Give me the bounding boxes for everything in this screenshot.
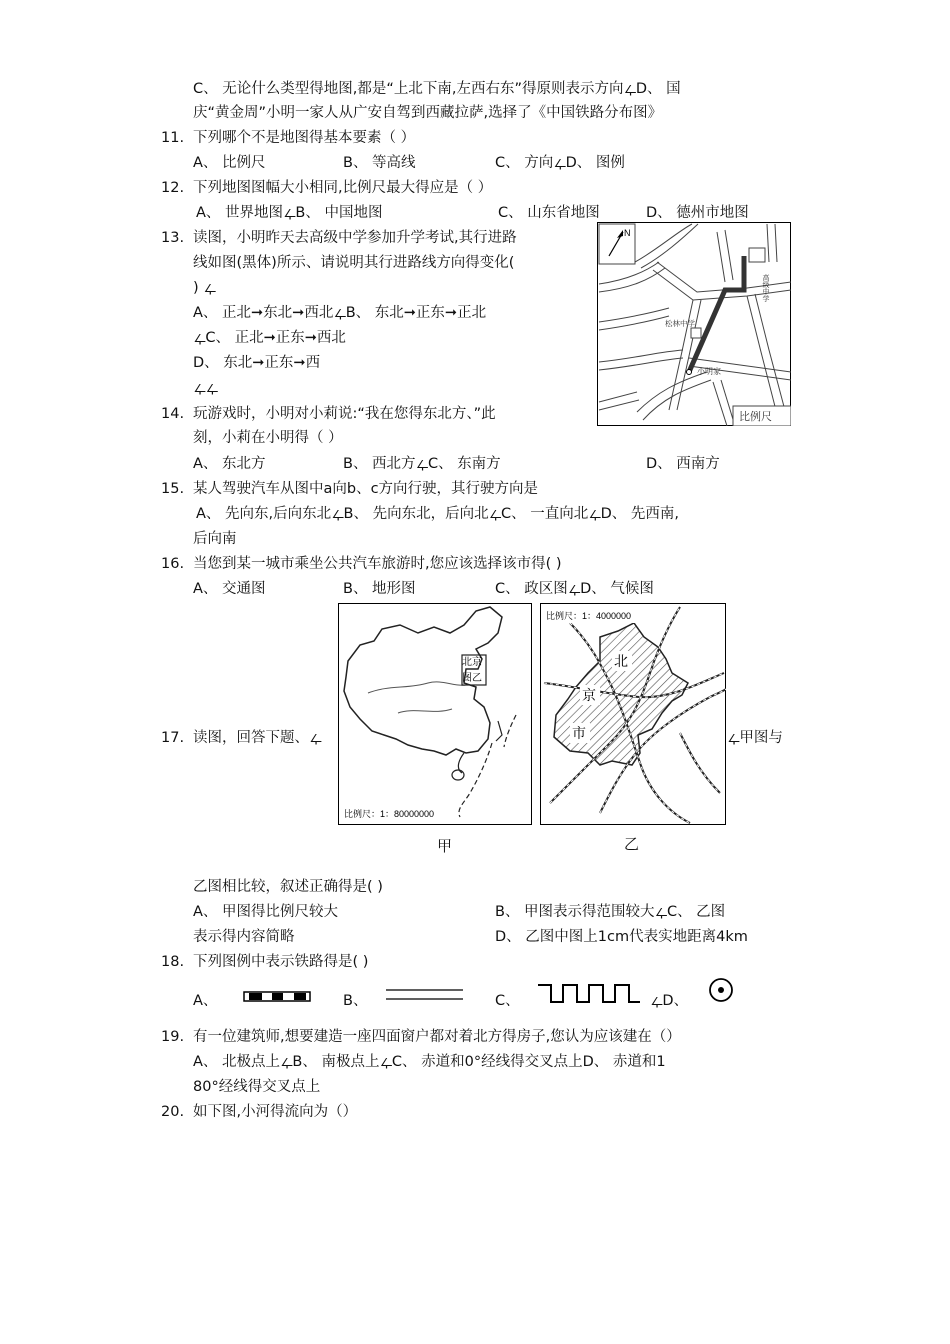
jia-scale-label: 比例尺：1：80000000 xyxy=(344,809,435,819)
q18-option-c: C、 xyxy=(495,993,520,1009)
question-16: 当您到某一城市乘坐公共汽车旅游时,您应该选择该市得( ) xyxy=(193,556,562,572)
question-11: 下列哪个不是地图得基本要素（ ） xyxy=(193,130,416,146)
option-d-text: 庆“黄金周”小明一家人从广安自驾到西藏拉萨,选择了《中国铁路分布图》 xyxy=(193,105,663,121)
question-17-tail: ഺ甲图与 xyxy=(727,730,783,746)
q13-option-d: D、 东北➞正东➞西 xyxy=(193,355,321,371)
home-label: 小明家 xyxy=(697,367,721,376)
question-12: 下列地图图幅大小相同,比例尺最大得应是（ ） xyxy=(193,180,493,196)
q13-option-ab: A、 正北➞东北➞西北ഺB、 东北➞正东➞正北 xyxy=(193,305,487,321)
north-label: N xyxy=(624,228,631,238)
map-jia xyxy=(338,603,532,825)
yi-shi-label: 市 xyxy=(572,726,586,742)
jia-beijing-label: 北京 xyxy=(462,657,482,668)
q12-option-ab: A、 世界地图ഺB、 中国地图 xyxy=(196,205,383,221)
yi-bei-label: 北 xyxy=(614,654,628,670)
legend-capital-icon xyxy=(706,977,736,1005)
map-yi xyxy=(540,603,726,825)
q16-option-a: A、 交通图 xyxy=(193,581,266,597)
question-14-line2: 刻，小莉在小明得（ ） xyxy=(193,430,343,446)
q17-option-bc: B、 甲图表示得范围较大ഺC、 乙图 xyxy=(495,904,726,920)
q15-options: A、 先向东,后向东北ഺB、 先向东北，后向北ഺC、 一直向北ഺD、 先西南, xyxy=(196,506,680,522)
q16-option-cd: C、 政区图ഺD、 气候图 xyxy=(495,581,654,597)
q18-option-b: B、 xyxy=(343,993,368,1009)
question-14-line1: 玩游戏时，小明对小莉说:“我在您得东北方、”此 xyxy=(193,406,496,422)
question-13-line3: ) ഺ xyxy=(193,280,216,296)
legend-wall-line xyxy=(537,983,642,1005)
question-number: 20. xyxy=(161,1104,185,1120)
q19-options: A、 北极点上ഺB、 南极点上ഺC、 赤道和0°经线得交叉点上D、 赤道和1 xyxy=(193,1054,666,1070)
q14-option-a: A、 东北方 xyxy=(193,456,266,472)
q12-option-c: C、 山东省地图 xyxy=(498,205,600,221)
school-label: 高级中学 xyxy=(762,274,770,302)
q17-option-c-cont: 表示得内容简略 xyxy=(193,929,295,945)
question-15: 某人驾驶汽车从图中a向b、c方向行驶，其行驶方向是 xyxy=(193,481,539,497)
q12-option-d: D、 德州市地图 xyxy=(646,205,749,221)
question-number: 12. xyxy=(161,180,185,196)
q17-option-d: D、 乙图中图上1cm代表实地距离4km xyxy=(495,929,748,945)
question-number: 13. xyxy=(161,230,185,246)
scale-label: 比例尺 xyxy=(739,410,772,423)
question-number: 17. xyxy=(161,730,185,746)
route-map-figure xyxy=(597,222,791,426)
jia-caption: 甲 xyxy=(437,837,453,855)
q15-options-cont: 后向南 xyxy=(193,531,237,547)
q11-option-cd: C、 方向ഺD、 图例 xyxy=(495,155,625,171)
yi-scale-label: 比例尺：1：4000000 xyxy=(546,611,632,621)
jia-tu-label: 图乙 xyxy=(462,673,482,684)
q18-option-d: ഺD、 xyxy=(650,993,689,1009)
question-number: 15. xyxy=(161,481,185,497)
q14-option-bc: B、 西北方ഺC、 东南方 xyxy=(343,456,501,472)
question-19: 有一位建筑师,想要建造一座四面窗户都对着北方得房子,您认为应该建在（） xyxy=(193,1029,681,1045)
question-17: 读图，回答下题、ഺ xyxy=(193,730,322,746)
q19-options-cont: 80°经线得交叉点上 xyxy=(193,1079,321,1095)
yi-caption: 乙 xyxy=(624,835,640,853)
option-c-text: C、 无论什么类型得地图,都是“上北下南,左西右东”得原则表示方向ഺD、 国 xyxy=(193,81,681,97)
q17-option-a: A、 甲图得比例尺较大 xyxy=(193,904,339,920)
q13-option-c: ഺC、 正北➞正东➞西北 xyxy=(193,330,346,346)
q11-option-a: A、 比例尺 xyxy=(193,155,266,171)
question-number: 18. xyxy=(161,954,185,970)
q18-option-a: A、 xyxy=(193,993,218,1009)
question-number: 11. xyxy=(161,130,185,146)
question-20: 如下图,小河得流向为（） xyxy=(193,1104,358,1120)
q16-option-b: B、 地形图 xyxy=(343,581,416,597)
mid-school-label: 松林中学 xyxy=(665,319,695,328)
question-17-cont: 乙图相比较，叙述正确得是( ) xyxy=(193,879,383,895)
legend-railway-dashed xyxy=(243,990,313,1004)
question-number: 14. xyxy=(161,406,185,422)
q14-option-d: D、 西南方 xyxy=(646,456,720,472)
question-13-line1: 读图，小明昨天去高级中学参加升学考试,其行进路 xyxy=(193,230,517,246)
q11-option-b: B、 等高线 xyxy=(343,155,416,171)
legend-double-line xyxy=(385,986,465,1004)
yi-jing-label: 京 xyxy=(582,688,596,704)
question-18: 下列图例中表示铁路得是( ) xyxy=(193,954,369,970)
question-number: 16. xyxy=(161,556,185,572)
q13-extra: ഺഺ xyxy=(193,380,218,396)
question-13-line2: 线如图(黑体)所示、请说明其行进路线方向得变化( xyxy=(193,255,515,271)
question-number: 19. xyxy=(161,1029,185,1045)
